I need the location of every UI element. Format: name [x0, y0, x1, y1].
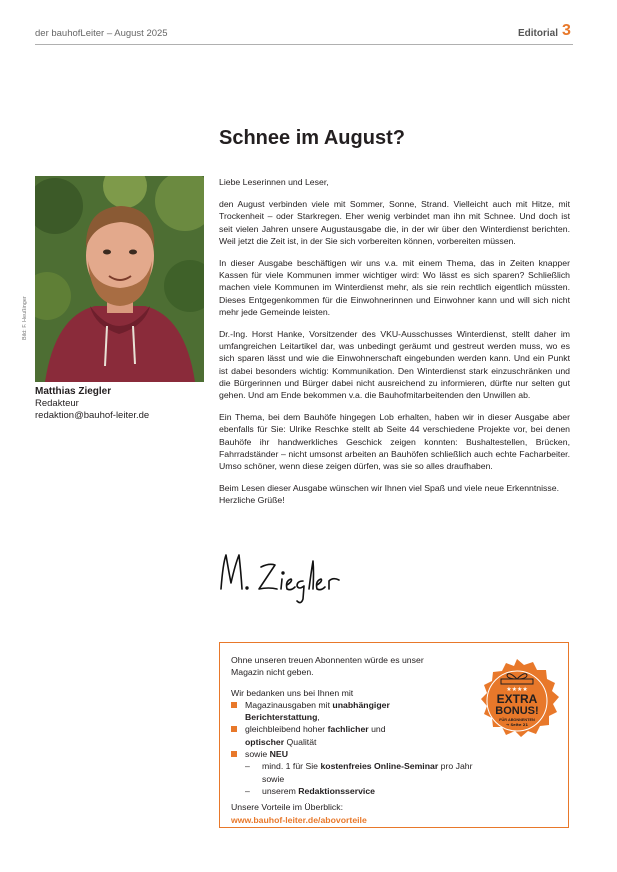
promo-bullet: sowie NEU [231, 748, 481, 760]
badge-for-subscribers: FÜR ABONNENTEN [499, 718, 535, 722]
article-body [219, 176, 570, 517]
promo-sub-item: – mind. 1 für Sie kostenfreies Online-Seminar pro Jahr sowie [245, 761, 473, 784]
section-label: Editorial [518, 28, 559, 39]
badge-stars: ★★★★ [506, 686, 528, 693]
salutation: Liebe Leserinnen und Leser, [219, 177, 329, 187]
badge-page-ref: ➔ Seite 21 [505, 722, 529, 727]
promo-thanks: Wir bedanken uns bei Ihnen mit [231, 687, 354, 698]
handwritten-signature [217, 543, 357, 605]
bullet-square-icon [231, 702, 237, 708]
paragraph: In dieser Ausgabe beschäftigen wir uns v.a. mit einem Thema, das in Zeiten knapper Kassen für viele Kommunen immer wichtiger wird: Wo lässt es sich sparen? Schließlich machen viele Kommunen im Winterdienst mehr, als sie rein rechtlich eigentlich müssten. Dieses Entgegenkommen für die Einwohnerinnen und Einwohner kann und will sich nicht mehr jede Gemeinde leisten. [219, 258, 570, 317]
paragraph: Ein Thema, bei dem Bauhöfe hingegen Lob erhalten, haben wir in dieser Ausgabe aber ebenfalls für Sie: Ulrike Reschke stellt ab Seite 44 verschiedene Projekte vor, bei denen Bauhöfe ihr handwerkliches Geschick zeigen konnten: Bushaltestellen, Brücken, Fahrradständer – nicht umsonst arbeiten an Bauhöfen schließlich auch echte Facharbeiter. Umso schöner, wenn diese zeigen dürfen, was sie so alles draufhaben. [219, 412, 570, 472]
author-photo [35, 176, 204, 382]
author-email[interactable]: redaktion@bauhof-leiter.de [35, 410, 150, 421]
paragraph: Dr.-Ing. Horst Hanke, Vorsitzender des VKU-Ausschusses Winterdienst, stellt daher im umfangreichen Leitartikel dar, was unbedingt geräumt und gestreut werden muss, wo es sich sparen lässt und wie die Einwohnerschaft eingebunden werden kann. Und ein Punkt ist dabei besonders wichtig: Kommunikation. Den Winterdienst stark einzuschränken und die Bürgerinnen und Bürger dabei nicht ausreichend zu informieren, dürfte nur selten gut gehen. Und am Ende bekommen v.a. die Bauhofmitarbeitenden den Unwillen ab. [219, 329, 570, 401]
author-role: Redakteur [35, 398, 79, 409]
extra-bonus-badge [471, 657, 563, 749]
badge-extra: EXTRA [496, 692, 538, 706]
promo-link[interactable]: www.bauhof-leiter.de/abovorteile [231, 814, 367, 825]
promo-bullet: Magazinausgaben mit unabhängiger Berichterstattung, [231, 699, 481, 724]
running-header: der bauhofLeiter – August 2025 [35, 28, 168, 39]
promo-bullet: gleichbleibend hoher fachlicher und optischer Qualität [231, 723, 481, 748]
article-title: Schnee im August? [219, 127, 405, 149]
paragraph: den August verbinden viele mit Sommer, Sonne, Strand. Vielleicht auch mit Hitze, mit Trockenheit – oder Starkregen. Eher wenig verbindet man ihn mit Schnee. Und doch ist seit vielen Jahren unsere Augustausgabe die, in der wir über den Winterdienst berichten. Weil jetzt die Zeit ist, in der Sie sich vorbereiten können, vorbereiten müssen. [219, 199, 570, 246]
bullet-square-icon [231, 726, 237, 732]
closing-greeting: Herzliche Grüße! [219, 495, 285, 506]
page-number: 3 [562, 22, 571, 39]
photo-credit: Bild: F. Heußinger [22, 296, 28, 340]
header-rule [35, 44, 573, 45]
bullet-square-icon [231, 751, 237, 757]
closing-line: Beim Lesen dieser Ausgabe wünschen wir Ihnen viel Spaß und viele neue Erkenntnisse. [219, 483, 559, 494]
promo-sub-item: – unserem Redaktionsservice [245, 785, 375, 796]
promo-advantages: Unsere Vorteile im Überblick: [231, 802, 344, 813]
badge-bonus: BONUS! [495, 705, 539, 717]
promo-intro: Magazin nicht geben. [231, 667, 314, 678]
promo-intro: Ohne unseren treuen Abonnenten würde es unser [231, 655, 424, 665]
author-name: Matthias Ziegler [35, 386, 112, 397]
promo-text [231, 654, 481, 826]
